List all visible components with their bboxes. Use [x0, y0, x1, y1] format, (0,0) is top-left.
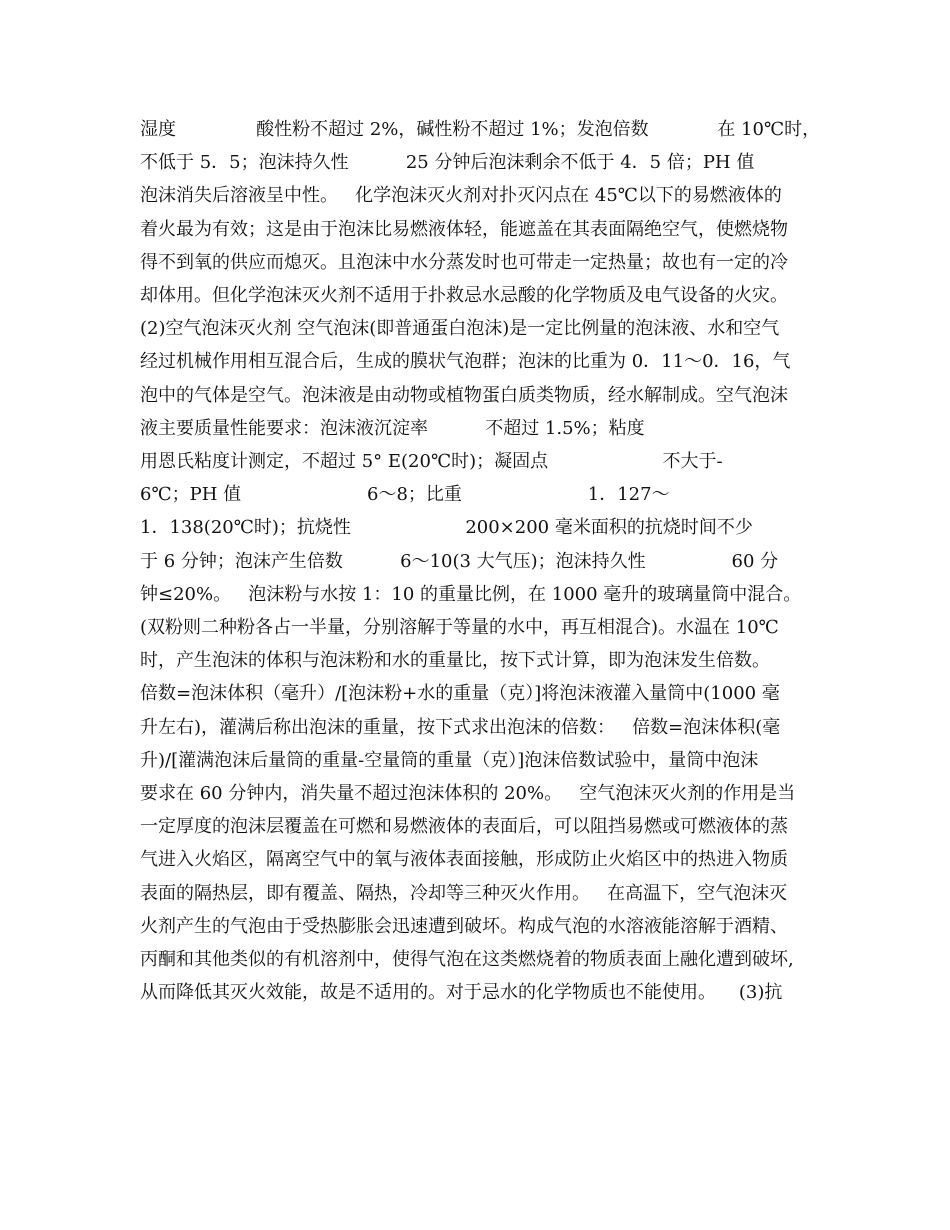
- text-line: 从而降低其灭火效能，故是不适用的。对于忌水的化学物质也不能使用。 (3)抗: [140, 982, 783, 1004]
- text-line: 升左右)，灌满后称出泡沫的重量，按下式求出泡沫的倍数： 倍数=泡沫体积(毫: [140, 716, 781, 738]
- text-line: 却体用。但化学泡沫灭火剂不适用于扑救忌水忌酸的化学物质及电气设备的火灾。: [140, 285, 788, 306]
- text-line: 得不到氧的供应而熄灭。且泡沫中水分蒸发时也可带走一定热量；故也有一定的冷: [140, 251, 788, 273]
- text-line: 一定厚度的泡沫层覆盖在可燃和易燃液体的表面后，可以阻挡易燃或可燃液体的蒸: [140, 816, 788, 838]
- text-line: 倍数=泡沫体积（毫升）/[泡沫粉+水的重量（克）]将泡沫液灌入量筒中(1000 毫: [140, 683, 780, 705]
- text-line: 时，产生泡沫的体积与泡沫粉和水的重量比，按下式计算，即为泡沫发生倍数。: [140, 650, 770, 672]
- text-line: 液主要质量性能要求：泡沫液沉淀率 不超过 1.5%；粘度: [140, 417, 645, 439]
- text-line: 6℃；PH 值 6～8；比重 1．127～: [140, 484, 670, 506]
- text-line: 表面的隔热层，即有覆盖、隔热，冷却等三种灭火作用。 在高温下，空气泡沫灭: [140, 882, 788, 904]
- text-line: 着火最为有效；这是由于泡沫比易燃液体轻，能遮盖在其表面隔绝空气，使燃烧物: [140, 218, 788, 240]
- text-line: 气进入火焰区，隔离空气中的氧与液体表面接触，形成防止火焰区中的热进入物质: [140, 849, 788, 871]
- text-line: 湿度 酸性粉不超过 2%，碱性粉不超过 1%；发泡倍数 在 10℃时，: [140, 119, 821, 140]
- text-line: 经过机械作用相互混合后，生成的膜状气泡群；泡沫的比重为 0．11～0．16，气: [140, 351, 791, 373]
- text-line: 丙酮和其他类似的有机溶剂中，使得气泡在这类燃烧着的物质表面上融化遭到破坏,: [140, 949, 794, 970]
- text-line: 不低于 5．5；泡沫持久性 25 分钟后泡沫剩余不低于 4．5 倍；PH 值: [140, 152, 755, 174]
- text-line: 升)/[灌满泡沫后量筒的重量-空量筒的重量（克）]泡沫倍数试验中，量筒中泡沫: [140, 749, 759, 771]
- text-line: 泡中的气体是空气。泡沫液是由动物或植物蛋白质类物质，经水解制成。空气泡沫: [140, 384, 788, 406]
- text-line: (双粉则二种粉各占一半量，分别溶解于等量的水中，再互相混合)。水温在 10℃: [140, 617, 779, 638]
- text-line: 要求在 60 分钟内，消失量不超过泡沫体积的 20%。 空气泡沫灭火剂的作用是当: [140, 783, 796, 804]
- text-line: 于 6 分钟；泡沫产生倍数 6～10(3 大气压)；泡沫持久性 60 分: [140, 550, 779, 572]
- text-line: 火剂产生的气泡由于受热膨胀会迅速遭到破坏。构成气泡的水溶液能溶解于酒精、: [140, 915, 788, 937]
- text-line: 钟≤20%。 泡沫粉与水按 1：10 的重量比例，在 1000 毫升的玻璃量筒中混合。: [140, 583, 802, 605]
- text-line: 1．138(20℃时)；抗烧性 200×200 毫米面积的抗烧时间不少: [140, 517, 753, 539]
- text-line: (2)空气泡沫灭火剂 空气泡沫(即普通蛋白泡沫)是一定比例量的泡沫液、水和空气: [140, 318, 780, 340]
- text-line: 用恩氏粘度计测定，不超过 5° E(20℃时)；凝固点 不大于-: [140, 451, 723, 472]
- text-line: 泡沫消失后溶液呈中性。 化学泡沫灭火剂对扑灭闪点在 45℃以下的易燃液体的: [140, 185, 782, 207]
